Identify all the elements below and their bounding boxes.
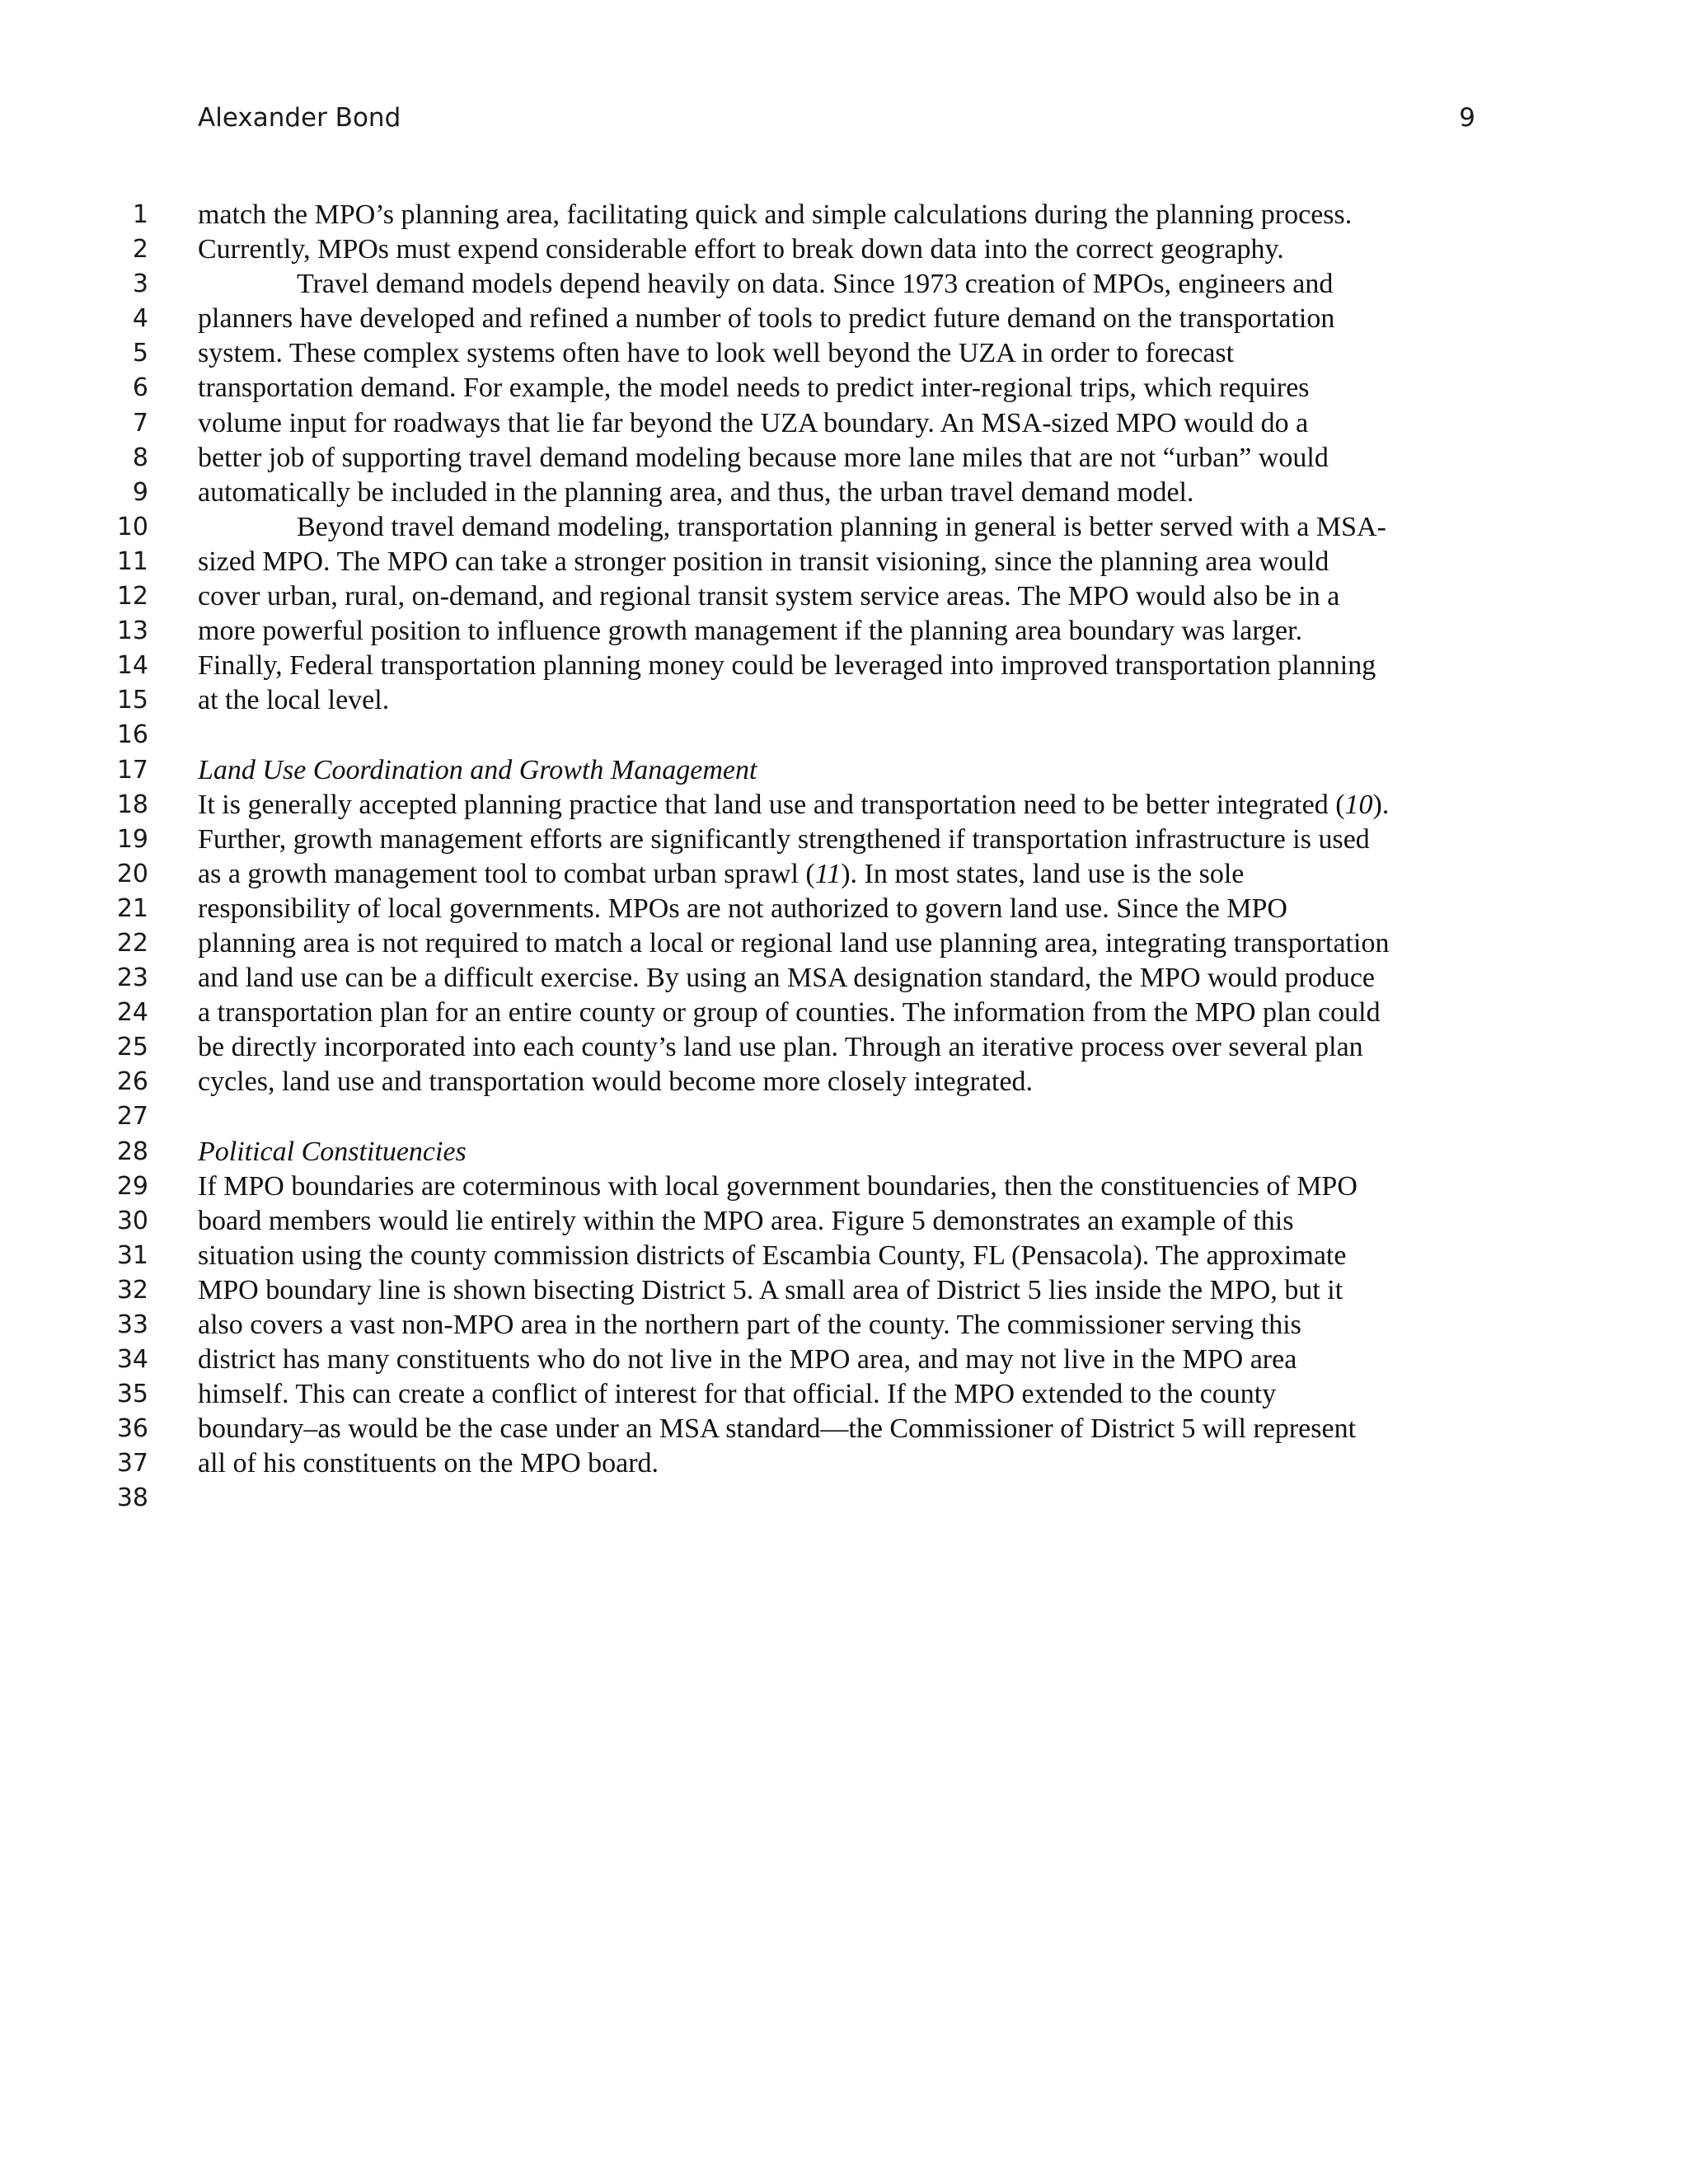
section-heading-line [0,1135,1688,1169]
text-line [0,371,1688,405]
text-line [0,718,1688,752]
line-number: 7 [132,408,148,438]
line-number: 19 [116,824,148,854]
header-author: Alexander Bond [198,103,401,133]
text-line [0,1273,1688,1308]
text-line [0,996,1688,1030]
text-line [0,441,1688,476]
text-line [0,1446,1688,1481]
line-number: 1 [132,200,148,229]
text-line [0,788,1688,823]
text-line [0,232,1688,267]
line-number: 17 [116,755,148,785]
line-text: planning area is not required to match a local or regional land use planning area, integrating transportation [198,927,1390,958]
line-number: 38 [116,1483,148,1513]
text-line [0,926,1688,961]
line-number: 6 [132,373,148,403]
text-line [0,1030,1688,1065]
text-line [0,649,1688,683]
text-line [0,892,1688,926]
text-line [0,1239,1688,1273]
line-number: 30 [116,1206,148,1235]
line-text: himself. This can create a conflict of interest for that official. If the MPO extended to the county [198,1379,1277,1410]
text-line [0,961,1688,996]
line-number: 11 [116,546,148,576]
line-number: 34 [116,1345,148,1375]
text-line [0,302,1688,336]
text-line [0,545,1688,579]
line-number: 37 [116,1449,148,1479]
line-number: 25 [116,1033,148,1062]
text-line [0,1204,1688,1239]
text-line [0,336,1688,371]
line-text: match the MPO’s planning area, facilitating quick and simple calculations during the planning process. [198,199,1353,230]
text-line [0,579,1688,614]
line-text: system. These complex systems often have to look well beyond the UZA in order to forecast [198,338,1235,369]
line-number: 13 [116,616,148,646]
line-text: also covers a vast non-MPO area in the northern part of the county. The commissioner serving this [198,1310,1301,1340]
line-text: automatically be included in the planning area, and thus, the urban travel demand model. [198,476,1194,508]
citation-ref: 11 [814,858,842,889]
line-number: 28 [116,1137,148,1166]
line-text: boundary–as would be the case under an MSA standard—the Commissioner of District 5 will represent [198,1413,1357,1445]
line-number: 12 [116,582,148,612]
line-number: 32 [116,1275,148,1305]
line-text: as a growth management tool to combat urban sprawl (11). In most states, land use is the sole [198,858,1245,889]
text-line [0,683,1688,718]
line-text: responsibility of local governments. MPOs are not authorized to govern land use. Since the MPO [198,893,1287,924]
line-number: 26 [116,1067,148,1097]
section-heading: Land Use Coordination and Growth Management [198,754,757,785]
line-number: 3 [132,269,148,299]
line-text: situation using the county commission districts of Escambia County, FL (Pensacola). The approximate [198,1240,1347,1271]
line-number: 4 [132,304,148,334]
line-number: 5 [132,339,148,368]
text-line [0,614,1688,649]
line-number: 9 [132,477,148,507]
text-line [0,198,1688,232]
line-number: 29 [116,1171,148,1201]
header-page-number: 9 [1459,103,1475,133]
line-text: all of his constituents on the MPO board. [198,1448,659,1479]
text-line [0,1377,1688,1412]
text-line [0,476,1688,510]
line-numbered-body [0,198,1688,1516]
line-number: 8 [132,443,148,472]
line-text: Beyond travel demand modeling, transportation planning in general is better served with a MSA- [297,511,1386,542]
line-text: cycles, land use and transportation would become more closely integrated. [198,1066,1034,1098]
text-line [0,1099,1688,1134]
line-text: It is generally accepted planning practice that land use and transportation need to be better integrated (10). [198,789,1390,820]
running-header [198,97,1475,138]
line-text: at the local level. [198,685,390,716]
line-text: be directly incorporated into each county’s land use plan. Through an iterative process over several plan [198,1032,1363,1063]
line-text: transportation demand. For example, the model needs to predict inter-regional trips, which requires [198,373,1310,404]
text-line [0,1065,1688,1099]
line-text: MPO boundary line is shown bisecting District 5. A small area of District 5 lies inside the MPO, but it [198,1274,1343,1305]
line-number: 23 [116,963,148,993]
line-text: a transportation plan for an entire county or group of counties. The information from the MPO plan could [198,997,1381,1029]
line-number: 10 [116,512,148,541]
line-text: board members would lie entirely within the MPO area. Figure 5 demonstrates an example of this [198,1205,1294,1236]
text-line [0,267,1688,302]
text-line [0,1308,1688,1343]
text-line [0,823,1688,857]
line-number: 33 [116,1310,148,1339]
line-text: Finally, Federal transportation planning money could be leveraged into improved transportation planning [198,650,1376,682]
text-line [0,1169,1688,1204]
line-text: Travel demand models depend heavily on data. Since 1973 creation of MPOs, engineers and [297,269,1334,300]
line-number: 16 [116,720,148,750]
line-text: better job of supporting travel demand modeling because more lane miles that are not “urban” would [198,442,1329,473]
line-number: 27 [116,1102,148,1132]
line-text: district has many constituents who do not live in the MPO area, and may not live in the MPO area [198,1344,1297,1376]
line-number: 2 [132,235,148,265]
line-number: 14 [116,651,148,681]
line-number: 24 [116,998,148,1028]
section-heading-line [0,753,1688,788]
line-text: and land use can be a difficult exercise. By using an MSA designation standard, the MPO would produce [198,963,1376,994]
line-number: 15 [116,686,148,715]
text-line [0,510,1688,545]
line-text: sized MPO. The MPO can take a stronger position in transit visioning, since the planning area would [198,546,1329,577]
line-number: 21 [116,893,148,923]
line-number: 18 [116,790,148,819]
line-text: cover urban, rural, on-demand, and regional transit system service areas. The MPO would also be in a [198,581,1340,612]
line-text: more powerful position to influence growth management if the planning area boundary was larger. [198,616,1303,647]
text-line [0,1481,1688,1516]
citation-ref: 10 [1344,789,1373,820]
line-number: 31 [116,1240,148,1270]
line-number: 36 [116,1414,148,1444]
text-line [0,1412,1688,1446]
line-text: planners have developed and refined a number of tools to predict future demand on the transportation [198,303,1335,335]
line-number: 35 [116,1380,148,1409]
line-text: Further, growth management efforts are significantly strengthened if transportation infrastructure is used [198,823,1370,855]
line-text: Currently, MPOs must expend considerable effort to break down data into the correct geography. [198,234,1284,265]
text-line [0,406,1688,441]
line-number: 20 [116,859,148,888]
section-heading: Political Constituencies [198,1136,467,1167]
line-number: 22 [116,928,148,958]
line-text: volume input for roadways that lie far beyond the UZA boundary. An MSA-sized MPO would do a [198,407,1309,438]
text-line [0,1343,1688,1377]
line-text: If MPO boundaries are coterminous with local government boundaries, then the constituencies of MPO [198,1170,1357,1202]
text-line [0,857,1688,892]
